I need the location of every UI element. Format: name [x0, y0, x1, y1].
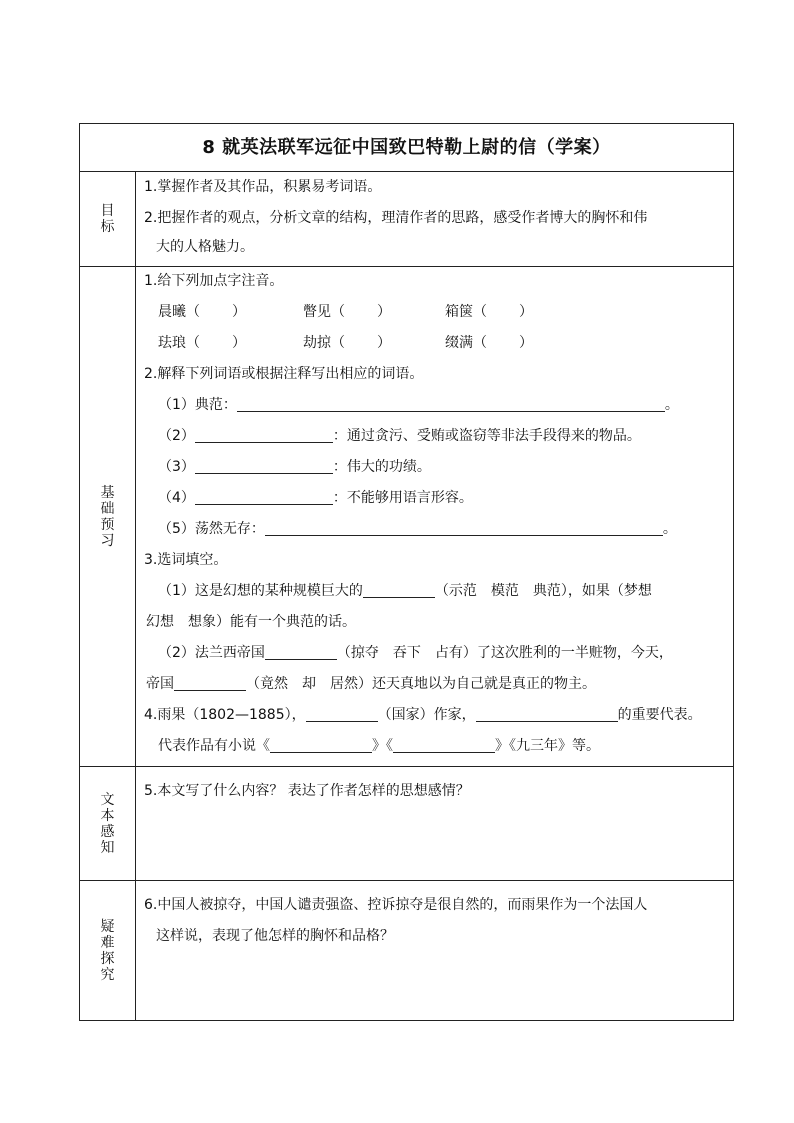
- reading-content[interactable]: [136, 767, 733, 880]
- pinyin-item: 箱箧（ ）: [445, 304, 533, 320]
- answer-blank[interactable]: [237, 395, 665, 412]
- question-6: 6.中国人被掠夺，中国人谴责强盗、控诉掠夺是很自然的，而雨果作为一个法国人: [144, 897, 648, 913]
- preview-content: [136, 267, 733, 766]
- answer-blank[interactable]: [306, 705, 378, 722]
- explore-content[interactable]: [136, 881, 733, 1020]
- preview-row: [80, 267, 733, 767]
- pinyin-item: 缀满（ ）: [445, 335, 533, 351]
- reading-label-cell: [80, 767, 136, 880]
- fill-item-continued: 幻想 想象）能有一个典范的话。: [146, 614, 356, 630]
- definition-item: （3） ：伟大的功绩。: [158, 459, 431, 475]
- answer-blank[interactable]: [195, 426, 333, 443]
- answer-blank[interactable]: [265, 643, 337, 660]
- question-2: 2.解释下列词语或根据注释写出相应的词语。: [144, 366, 424, 382]
- worksheet-table: [79, 123, 734, 1021]
- fill-item-continued: 帝国 （竟然 却 居然）还天真地以为自己就是真正的物主。: [146, 676, 596, 692]
- preview-label-cell: [80, 267, 136, 766]
- pinyin-item: 劫掠（ ）: [303, 335, 391, 351]
- goal-row: [80, 171, 733, 267]
- goal-content: [136, 171, 733, 266]
- explore-row: [80, 881, 733, 1020]
- question-1: 1.给下列加点字注音。: [144, 273, 284, 289]
- preview-label: 基础预习: [100, 484, 115, 549]
- reading-row: [80, 767, 733, 881]
- answer-blank[interactable]: [195, 488, 333, 505]
- worksheet-title: 8 就英法联军远征中国致巴特勒上尉的信（学案）: [80, 124, 733, 172]
- question-3: 3.选词填空。: [144, 552, 228, 568]
- pinyin-item: 珐琅（ ）: [158, 335, 246, 351]
- definition-item: （1）典范： 。: [158, 397, 679, 413]
- answer-blank[interactable]: [393, 736, 495, 753]
- pinyin-item: 晨曦（ ）: [158, 304, 246, 320]
- pinyin-item: 瞥见（ ）: [303, 304, 391, 320]
- explore-label-cell: [80, 881, 136, 1020]
- explore-label: 疑难探究: [100, 918, 115, 983]
- definition-item: （2） ：通过贪污、受贿或盗窃等非法手段得来的物品。: [158, 428, 641, 444]
- answer-blank[interactable]: [270, 736, 372, 753]
- fill-item: （2）法兰西帝国 （掠夺 吞下 占有）了这次胜利的一半赃物，今天，: [158, 645, 673, 661]
- goal-label-cell: [80, 171, 136, 266]
- goal-label: 目标: [100, 202, 115, 235]
- answer-blank[interactable]: [265, 519, 663, 536]
- fill-item: （1）这是幻想的某种规模巨大的 （示范 模范 典范），如果（梦想: [158, 583, 652, 599]
- goal-line: 1.掌握作者及其作品，积累易考词语。: [144, 179, 382, 195]
- reading-label: 文本感知: [100, 791, 115, 856]
- question-5: 5.本文写了什么内容？ 表达了作者怎样的思想感情？: [144, 783, 470, 799]
- answer-blank[interactable]: [363, 581, 435, 598]
- definition-item: （4） ：不能够用语言形容。: [158, 490, 473, 506]
- answer-blank[interactable]: [476, 705, 618, 722]
- answer-blank[interactable]: [195, 457, 333, 474]
- answer-blank[interactable]: [174, 674, 246, 691]
- goal-line: 2.把握作者的观点，分析文章的结构，理清作者的思路，感受作者博大的胸怀和伟: [144, 210, 648, 226]
- definition-item: （5）荡然无存： 。: [158, 521, 677, 537]
- question-4-works: 代表作品有小说《 》《 》《九三年》等。: [158, 738, 600, 754]
- question-4: 4.雨果（1802—1885）， （国家）作家， 的重要代表。: [144, 707, 702, 723]
- question-6-continued: 这样说，表现了他怎样的胸怀和品格？: [156, 928, 394, 944]
- goal-line: 大的人格魅力。: [156, 239, 254, 255]
